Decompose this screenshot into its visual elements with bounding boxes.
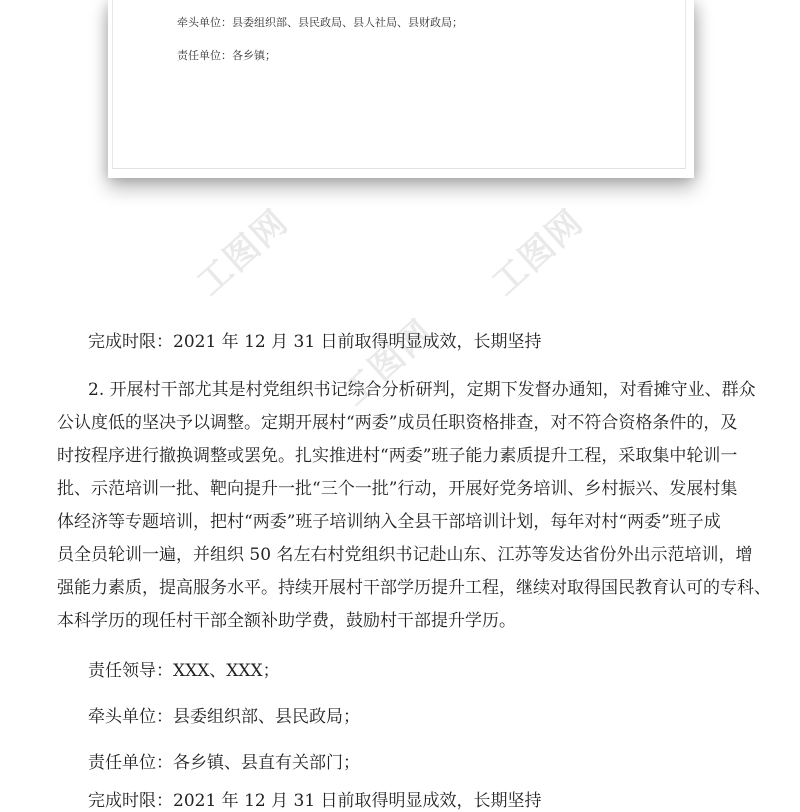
responsible-unit: 责任单位：各乡镇、县直有关部门； — [88, 753, 360, 773]
responsible-leader: 责任领导：XXX、XXX； — [88, 661, 280, 681]
paragraph-line: 2. 开展村干部尤其是村党组织书记综合分析研判，定期下发督办通知，对看摊守业、群众 — [88, 380, 756, 400]
watermark: 工图网 — [189, 201, 297, 304]
paragraph-line: 本科学历的现任村干部全额补助学费，鼓励村干部提升学历。 — [57, 611, 516, 631]
paragraph-line: 强能力素质，提高服务水平。持续开展村干部学历提升工程，继续对取得国民教育认可的专科、 — [57, 578, 771, 598]
card-lead-unit: 牵头单位：县委组织部、县民政局、县人社局、县财政局； — [177, 16, 463, 29]
lead-unit: 牵头单位：县委组织部、县民政局； — [88, 707, 360, 727]
card-responsible-unit: 责任单位：各乡镇； — [177, 49, 276, 62]
item-2-paragraph — [57, 374, 771, 638]
paragraph-line: 时按程序进行撤换调整或罢免。扎实推进村“两委”班子能力素质提升工程，采取集中轮训一 — [57, 446, 738, 466]
page-card — [112, 0, 686, 169]
deadline-line: 完成时限：2021 年 12 月 31 日前取得明显成效，长期坚持 — [88, 332, 542, 352]
paragraph-line: 体经济等专题培训，把村“两委”班子培训纳入全县干部培训计划，每年对村“两委”班子成 — [57, 512, 721, 532]
watermark: 工图网 — [334, 311, 442, 414]
paragraph-line: 员全员轮训一遍，并组织 50 名左右村党组织书记赴山东、江苏等发达省份外出示范培训，增 — [57, 545, 753, 565]
watermark: 工图网 — [484, 201, 592, 304]
paragraph-line: 公认度低的坚决予以调整。定期开展村“两委”成员任职资格排查，对不符合资格条件的，及 — [57, 413, 738, 433]
paragraph-line: 批、示范培训一批、靶向提升一批“三个一批”行动，开展好党务培训、乡村振兴、发展村集 — [57, 479, 738, 499]
deadline-line-partial: 完成时限：2021 年 12 月 31 日前取得明显成效，长期坚持 — [88, 791, 542, 811]
